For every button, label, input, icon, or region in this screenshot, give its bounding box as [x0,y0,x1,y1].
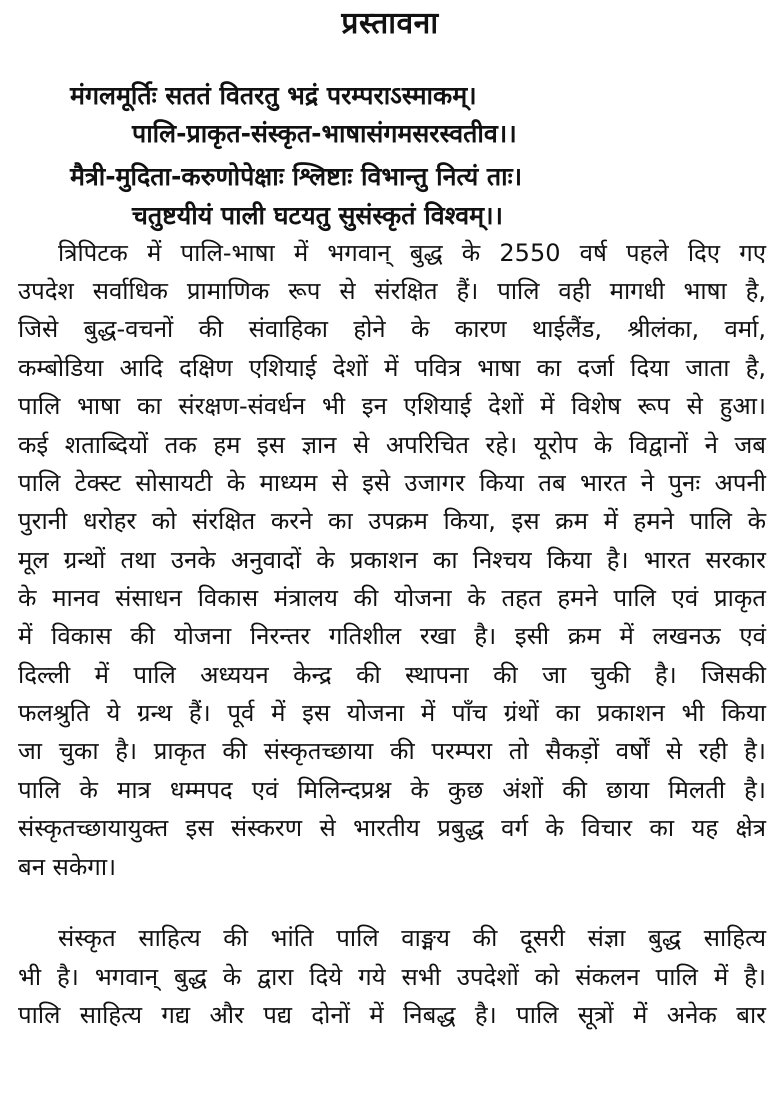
paragraph1-line: संस्कृतच्छायायुक्त इस संस्करण से भारतीय प्रबुद्ध वर्ग के विचार का यह क्षेत्र [18,814,766,842]
paragraph2-line: पालि साहित्य गद्य और पद्य दोनों में निबद्ध है। पालि सूत्रों में अनेक बार [18,1001,766,1029]
paragraph1-line: उपदेश सर्वाधिक प्रामाणिक रूप से संरक्षित हैं। पालि वही मागधी भाषा है, [18,277,766,305]
paragraph1-line: त्रिपिटक में पालि-भाषा में भगवान् बुद्ध के 2550 वर्ष पहले दिए गए [58,239,766,267]
paragraph1-line: कम्बोडिया आदि दक्षिण एशियाई देशों में पवित्र भाषा का दर्जा दिया जाता है, [18,354,766,382]
verse-line-2: पालि-प्राकृत-संस्कृत-भाषासंगमसरस्वतीव।। [132,119,517,148]
paragraph2-line: संस्कृत साहित्य की भांति पालि वाङ्मय की दूसरी संज्ञा बुद्ध साहित्य [58,924,766,952]
verse-line-1: मंगलमूर्तिः सततं वितरतु भद्रं परम्पराऽस्माकम्। [70,81,477,110]
paragraph1-line: के मानव संसाधन विकास मंत्रालय की योजना के तहत हमने पालि एवं प्राकृत [18,584,766,612]
paragraph1-line: फलश्रुति ये ग्रन्थ हैं। पूर्व में इस योजना में पाँच ग्रंथों का प्रकाशन भी किया [18,699,766,727]
verse-line-4: चतुष्टयीयं पाली घटयतु सुसंस्कृतं विश्वम्।। [132,201,504,230]
page-title: प्रस्तावना [341,6,439,41]
paragraph1-line: पालि के मात्र धम्मपद एवं मिलिन्दप्रश्न के कुछ अंशों की छाया मिलती है। [18,776,766,804]
paragraph2-line: भी है। भगवान् बुद्ध के द्वारा दिये गये सभी उपदेशों को संकलन पालि में है। [18,963,766,991]
paragraph1-line: जिसे बुद्ध-वचनों की संवाहिका होने के कारण थाईलैंड, श्रीलंका, वर्मा, [18,315,766,343]
paragraph1-line: कई शताब्दियों तक हम इस ज्ञान से अपरिचित रहे। यूरोप के विद्वानों ने जब [18,431,766,459]
paragraph1-line: मूल ग्रन्थों तथा उनके अनुवादों के प्रकाशन का निश्चय किया है। भारत सरकार [18,546,766,574]
paragraph1-line: जा चुका है। प्राकृत की संस्कृतच्छाया की परम्परा तो सैकड़ों वर्षों से रही है। [18,737,766,765]
paragraph1-line: पालि टेक्स्ट सोसायटी के माध्यम से इसे उजागर किया तब भारत ने पुनः अपनी [18,469,766,497]
verse-line-3: मैत्री-मुदिता-करुणोपेक्षाः श्लिष्टाः विभान्तु नित्यं ताः। [70,162,523,191]
paragraph1-line: पालि भाषा का संरक्षण-संवर्धन भी इन एशियाई देशों में विशेष रूप से हुआ। [18,392,766,420]
paragraph1-line: बन सकेगा। [18,853,117,881]
paragraph1-line: में विकास की योजना निरन्तर गतिशील रखा है। इसी क्रम में लखनऊ एवं [18,622,766,650]
paragraph1-line: दिल्ली में पालि अध्ययन केन्द्र की स्थापना की जा चुकी है। जिसकी [18,661,766,689]
paragraph1-line: पुरानी धरोहर को संरक्षित करने का उपक्रम किया, इस क्रम में हमने पालि के [18,507,766,535]
